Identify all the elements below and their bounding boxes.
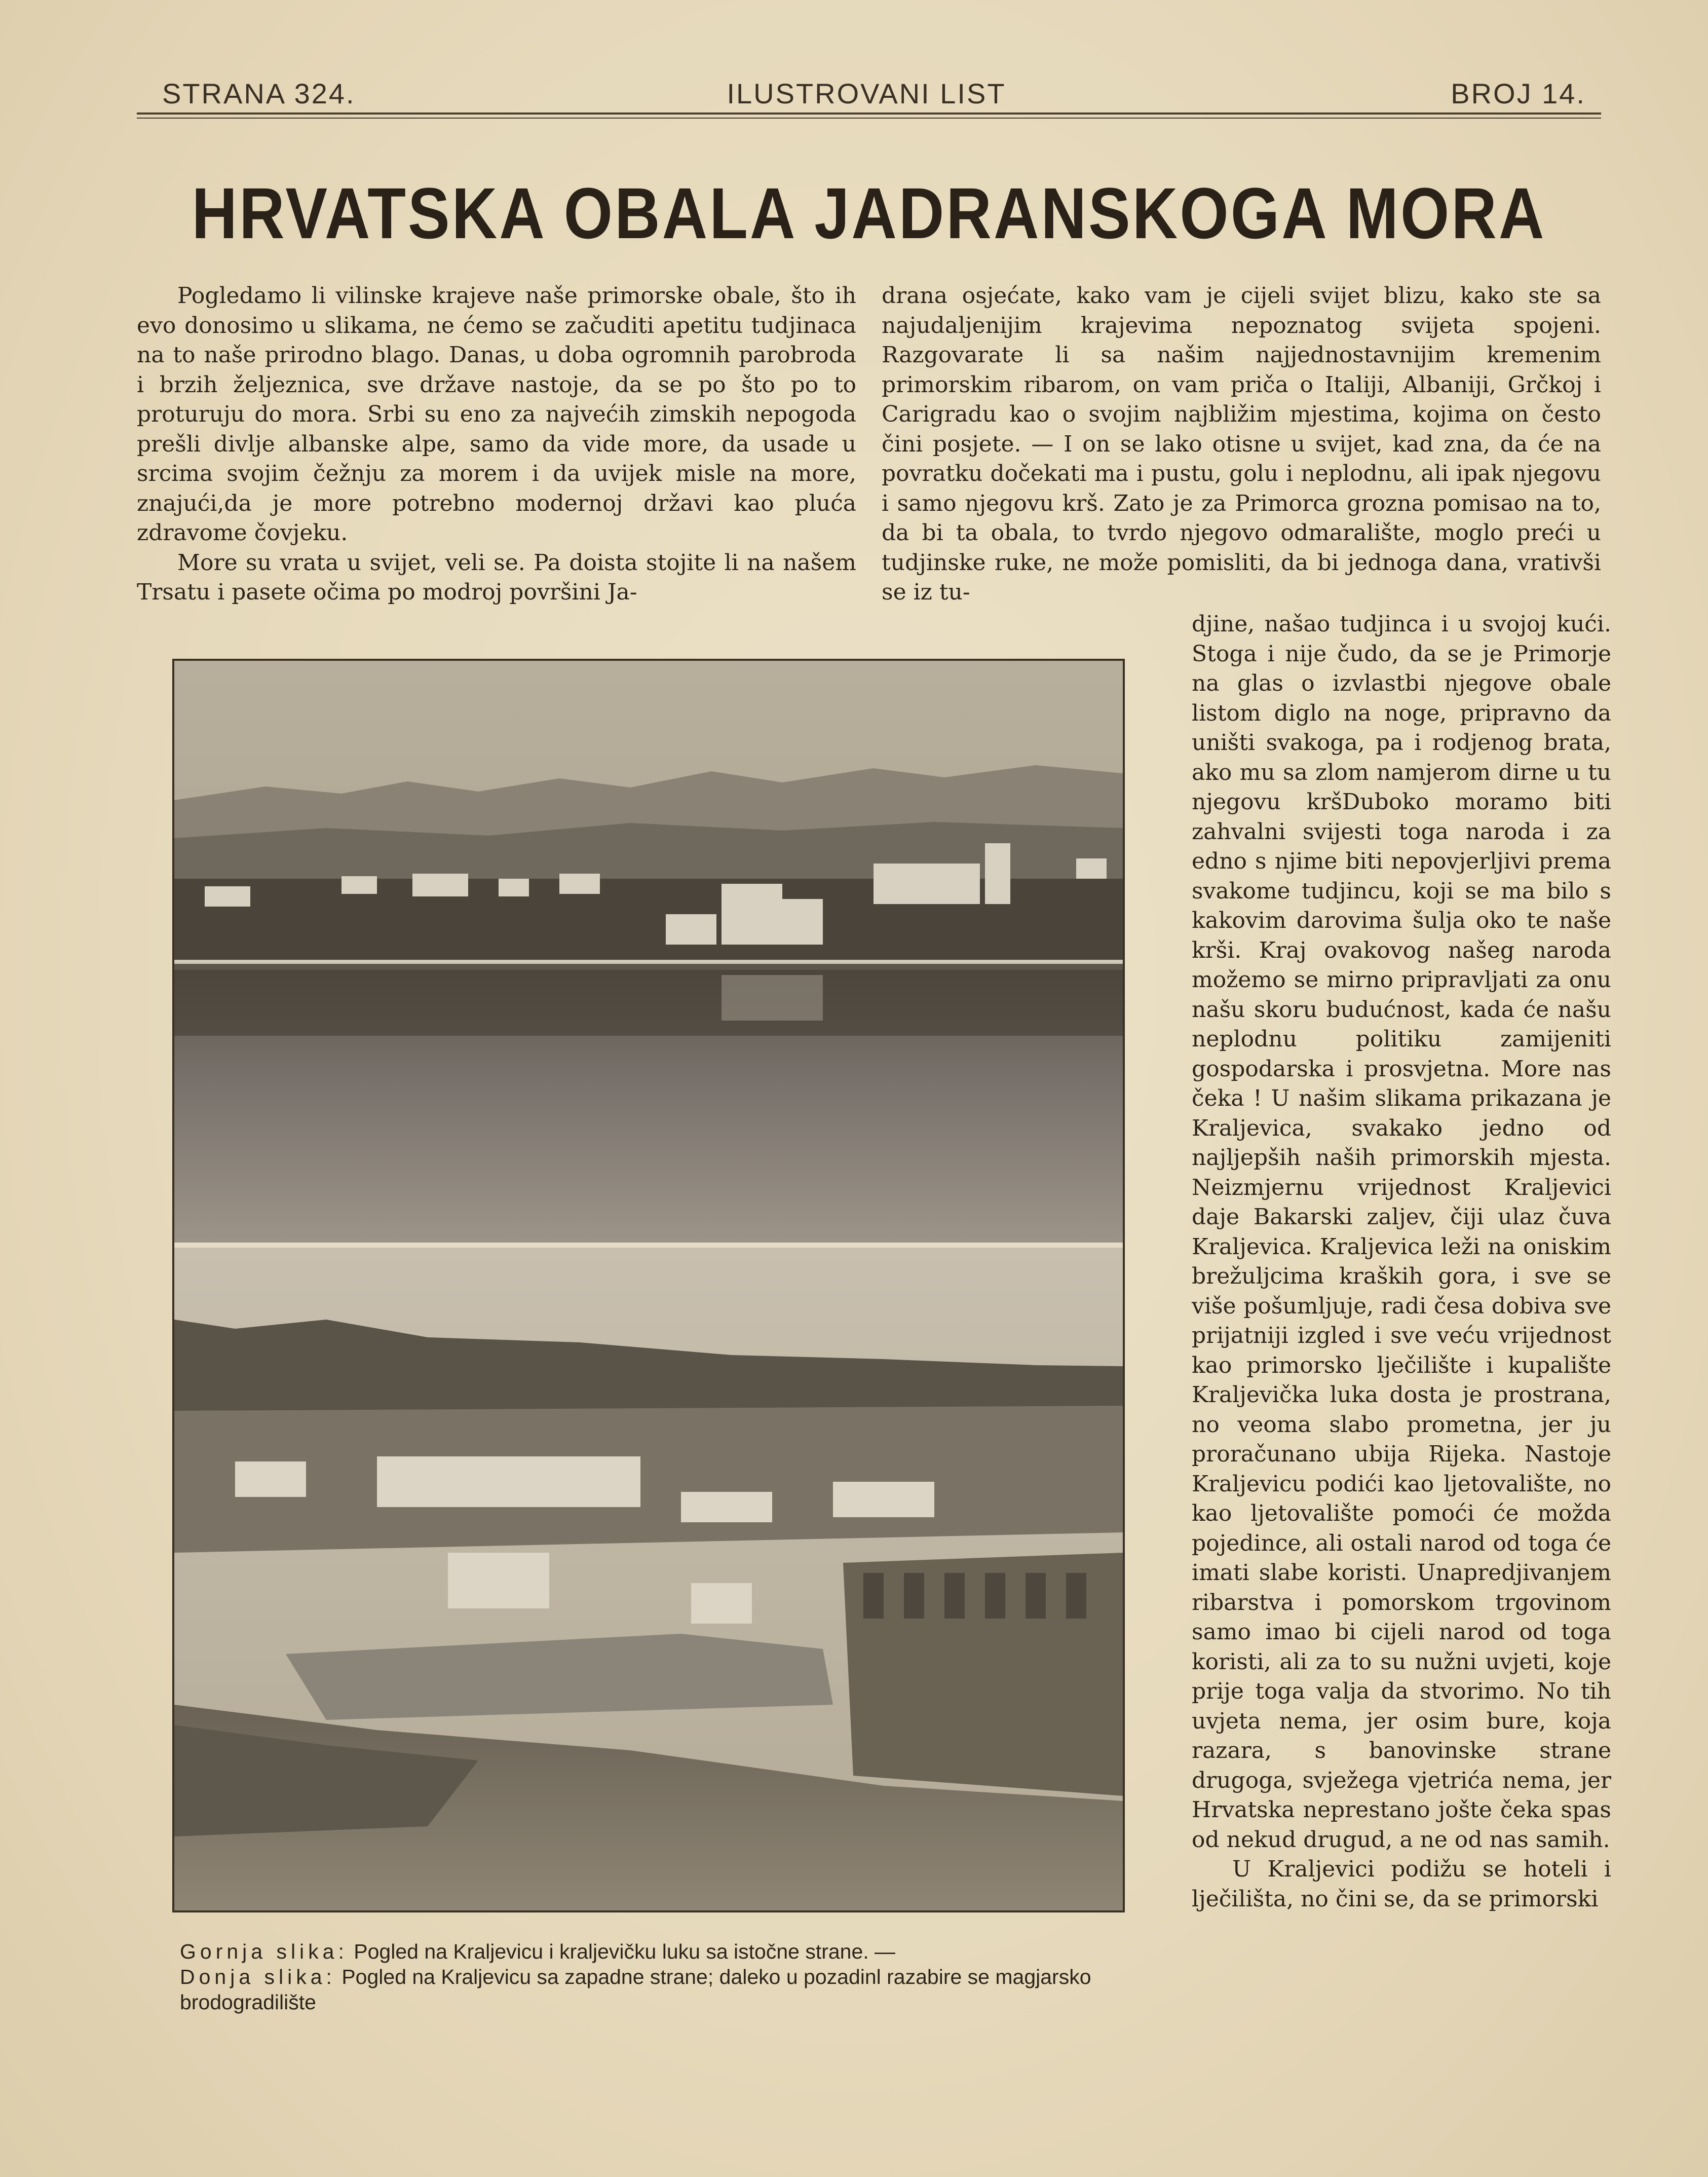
caption-lower-text: Pogled na Kraljevicu sa zapadne strane; daleko u pozadinl razabire se magjarsko brodogradilište [180, 1965, 1091, 2014]
article-title: HRVATSKA OBALA JADRANSKOGA MORA [192, 173, 1546, 254]
paragraph: drana osjećate, kako vam je cijeli svijet blizu, kako ste sa najudaljenijim krajevima nepoznatog svijeta spojeni. Razgovarate li sa našim najjednostavnijim kremenim primorskim ribarom, on vam priča o Italiji, Albaniji, Grčkoj i Carigradu kao o svojim najbližim mjestima, kojima on često čini posjete. — I on se lako otisne u svijet, kad zna, da će na povratku dočekati ma i pustu, golu i neplodnu, ali ipak njegovu i samo njegovu krš. Zato je za Primorca grozna pomisao na to, da bi ta obala, to tvrdo njegovo odmaralište, moglo preći u tudjinske ruke, ne može pomisliti, da bi jednoga dana, vrativši se iz tu- [882, 283, 1601, 605]
caption-upper-text: Pogled na Kraljevicu i kraljevičku luku sa istočne strane. — [348, 1940, 896, 1963]
photo-illustration [174, 661, 1123, 1910]
upper-photo [174, 661, 1123, 1243]
photo-caption [180, 1939, 1122, 2015]
publication-name: ILUSTROVANI LIST [727, 78, 1006, 109]
header-rule-thin [137, 118, 1601, 119]
caption-lower-label: Donja slika: [180, 1965, 336, 1988]
lower-photo [174, 1248, 1123, 1910]
header-rule [137, 112, 1601, 115]
column-right-upper [882, 281, 1601, 608]
page-number: STRANA 324. [162, 78, 356, 109]
running-header [137, 77, 1596, 112]
caption-lower [180, 1964, 1122, 2015]
paragraph: More su vrata u svijet, veli se. Pa doista stojite li na našem Trsatu i pasete očima po modroj površini Ja- [137, 549, 856, 605]
column-right-lower [1192, 610, 1611, 1914]
issue-number: BROJ 14. [1451, 78, 1586, 109]
caption-upper [180, 1939, 1122, 1964]
column-left-upper [137, 281, 856, 608]
paragraph: U Kraljevici podižu se hoteli i lječilišta, no čini se, da se primorski [1192, 1856, 1611, 1912]
paragraph: Pogledamo li vilinske krajeve naše primorske obale, što ih evo donosimo u slikama, ne ćemo se začuditi apetitu tudjinaca na to naše prirodno blago. Danas, u doba ogromnih parobroda i brzih željeznica, sve države nastoje, da se po što po to proturuju do mora. Srbi su eno za najvećih zimskih nepogoda prešli divlje albanske alpe, samo da vide more, da usade u srcima svojim čežnju za morem i da uvijek misle na more, znajući,da je more potrebno modernoj državi kao pluća zdravome čovjeku. [137, 283, 856, 546]
caption-upper-label: Gornja slika: [180, 1940, 348, 1963]
photo-plate [172, 659, 1125, 1912]
paragraph: djine, našao tudjinca i u svojoj kući. Stoga i nije čudo, da se je Primorje na glas o izvlastbi njegove obale listom diglo na noge, pripravno da uništi svakoga, pa i rodjenog brata, ako mu sa zlom namjerom dirne u tu njegovu kršDuboko moramo biti zahvalni svijesti toga naroda i za edno s njime biti nepovjerljivi prema svakome tudjincu, koji se ma bilo s kakovim darovima šulja oko te naše krši. Kraj ovakovog našeg naroda možemo se mirno pripravljati za onu našu skoru budućnost, kada će našu neplodnu politiku zamijeniti gospodarska i prosvjetna. More nas čeka ! U našim slikama prikazana je Kraljevica, svakako jedno od najljepših naših primorskih mjesta. Neizmjernu vrijednost Kraljevici daje Bakarski zaljev, čiji ulaz čuva Kraljevica. Kraljevica leži na oniskim brežuljcima kraških gora, i sve se više pošumljuje, radi česa dobiva sve prijatniji izgled i sve veću vrijednost kao primorsko lječilište i kupalište Kraljevička luka dosta je prostrana, no veoma slabo prometna, jer ju proračunano ubija Rijeka. Nastoje Kraljevicu podići kao ljetovalište, no kao ljetovalište pomoći će možda pojedince, ali ostali narod od toga će imati slabe koristi. Unapredjivanjem ribarstva i pomorskom trgovinom samo imao bi cijeli narod od toga koristi, ali za to su nužni uvjeti, koje prije toga valja da stvorimo. No tih uvjeta nema, jer osim bure, koja razara, s banovinske strane drugoga, svježega vjetrića nema, jer Hrvatska neprestano jošte čeka spas od nekud drugud, a ne od nas samih. [1192, 611, 1611, 1853]
